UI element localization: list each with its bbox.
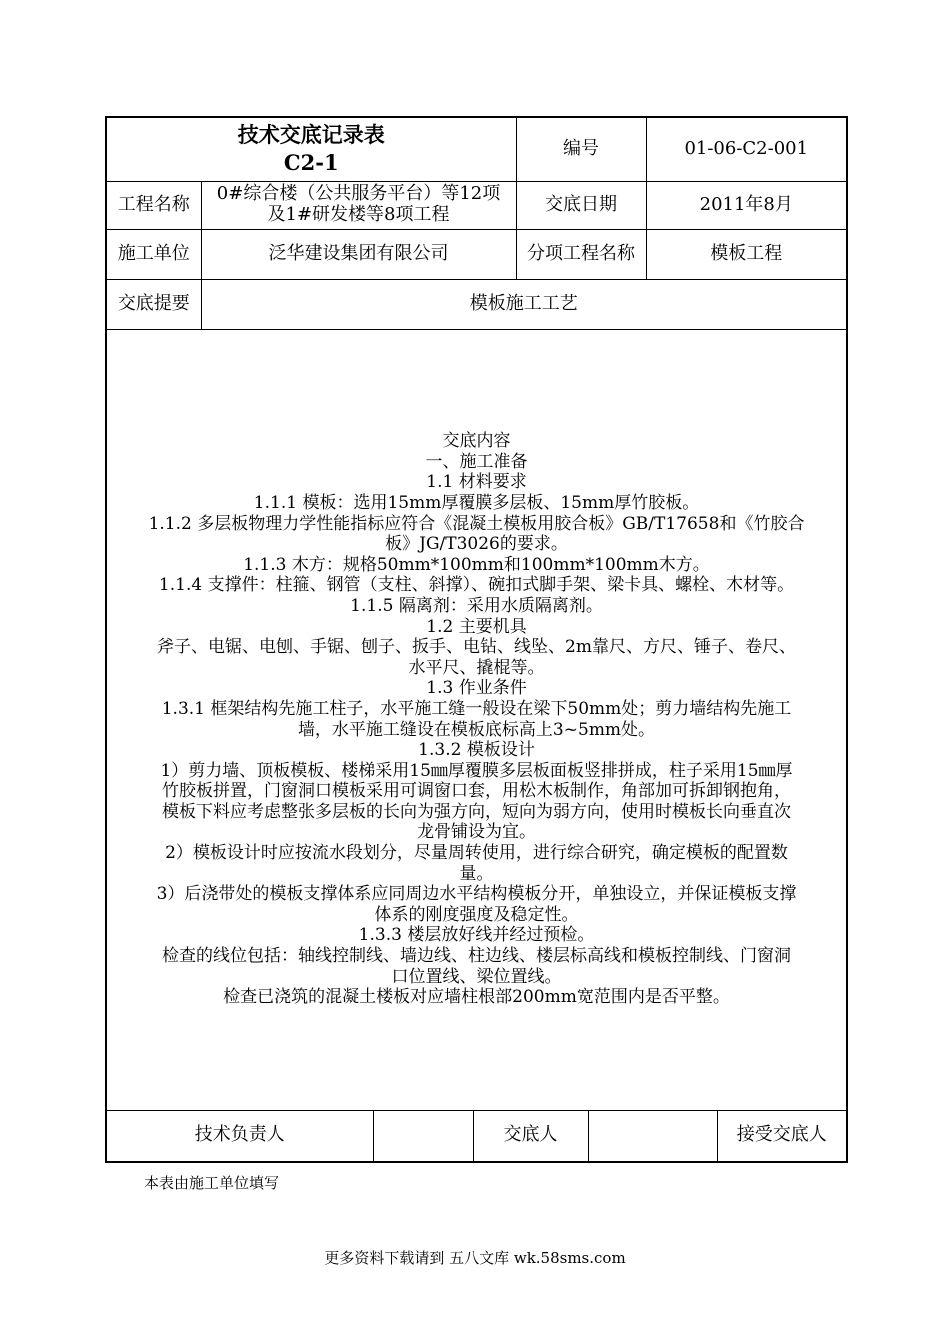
content-line: 1.1.3 木方：规格50mm*100mm和100mm*100mm木方。 <box>243 554 710 575</box>
disclosure-date-label: 交底日期 <box>516 181 646 229</box>
content-line: 1.3.1 框架结构先施工柱子，水平施工缝一般设在梁下50mm处；剪力墙结构先施工 <box>161 698 792 719</box>
content-line: 斧子、电锯、电刨、手锯、刨子、扳手、电钻、线坠、2m靠尺、方尺、锤子、卷尺、 <box>157 637 796 658</box>
number-value: 01-06-C2-001 <box>646 117 847 181</box>
content-line: 1.3.2 模板设计 <box>418 740 535 761</box>
summary-label: 交底提要 <box>106 279 201 329</box>
content-line: 1.1.1 模板：选用15mm厚覆膜多层板、15mm厚竹胶板。 <box>253 492 700 513</box>
disclosure-record-table <box>105 116 848 1163</box>
content-line: 竹胶板拼置，门窗洞口模板采用可调窗口套，用松木板制作，角部加可拆卸钢抱角， <box>162 781 791 802</box>
content-line: 检查的线位包括：轴线控制线、墙边线、柱边线、楼层标高线和模板控制线、门窗洞 <box>162 946 791 967</box>
download-footer: 更多资料下载请到 五八文库 wk.58sms.com <box>324 1249 626 1267</box>
content-line: 墙，水平施工缝设在模板底标高上3~5mm处。 <box>297 719 656 740</box>
construction-unit-value: 泛华建设集团有限公司 <box>201 229 516 279</box>
content-line: 量。 <box>459 863 494 884</box>
receiver-label: 接受交底人 <box>736 1124 827 1146</box>
content-line: 水平尺、撬棍等。 <box>408 657 545 678</box>
discloser-label: 交底人 <box>473 1110 588 1162</box>
project-name-value: 0#综合楼（公共服务平台）等12项及1#研发楼等8项工程 <box>201 181 516 229</box>
content-line: 1.1.5 隔离剂：采用水质隔离剂。 <box>350 595 603 616</box>
form-title-cell <box>106 117 516 181</box>
content-line: 模板下料应考虑整张多层板的长向为强方向，短向为弱方向，使用时模板长向垂直次 <box>162 801 791 822</box>
number-label: 编号 <box>516 117 646 181</box>
content-line: 龙骨铺设为宜。 <box>417 822 536 843</box>
construction-unit-label: 施工单位 <box>106 229 201 279</box>
tech-lead-label: 技术负责人 <box>106 1110 373 1162</box>
form-title: 技术交底记录表 <box>237 122 385 148</box>
content-line: 1.1 材料要求 <box>426 472 527 493</box>
disclosure-date-value: 2011年8月 <box>646 181 847 229</box>
fill-note: 本表由施工单位填写 <box>144 1174 280 1192</box>
disclosure-content <box>106 329 847 1110</box>
content-line: 1.1.2 多层板物理力学性能指标应符合《混凝土模板用胶合板》GB/T17658和《竹胶合 <box>148 513 805 534</box>
content-line: 板》JG/T3026的要求。 <box>385 534 568 555</box>
content-line: 体系的刚度强度及稳定性。 <box>374 904 579 925</box>
content-line: 1）剪力墙、顶板模板、楼梯采用15㎜厚覆膜多层板面板竖排拼成，柱子采用15㎜厚 <box>160 760 793 781</box>
content-line: 一、施工准备 <box>425 451 528 472</box>
content-line: 检查已浇筑的混凝土楼板对应墙柱根部200mm宽范围内是否平整。 <box>223 987 730 1008</box>
content-line: 1.1.4 支撑件：柱箍、钢管（支柱、斜撑）、碗扣式脚手架、梁卡具、螺栓、木材等。 <box>158 575 795 596</box>
sub-project-value: 模板工程 <box>646 229 847 279</box>
summary-value: 模板施工工艺 <box>201 279 847 329</box>
discloser-signature <box>588 1110 717 1162</box>
sub-project-label: 分项工程名称 <box>516 229 646 279</box>
project-name-label: 工程名称 <box>106 181 201 229</box>
content-line: 口位置线、梁位置线。 <box>391 966 562 987</box>
tech-lead-signature <box>373 1110 473 1162</box>
content-line: 1.3 作业条件 <box>426 678 527 699</box>
content-line: 1.3.3 楼层放好线并经过预检。 <box>358 925 595 946</box>
content-line: 2）模板设计时应按流水段划分，尽量周转使用，进行综合研究，确定模板的配置数 <box>165 843 788 864</box>
content-line: 1.2 主要机具 <box>426 616 527 637</box>
content-line: 交底内容 <box>442 431 511 452</box>
form-code: C2-1 <box>283 150 339 176</box>
receiver-cell <box>717 1110 847 1162</box>
content-line: 3）后浇带处的模板支撑体系应同周边水平结构模板分开，单独设立，并保证模板支撑 <box>156 884 797 905</box>
